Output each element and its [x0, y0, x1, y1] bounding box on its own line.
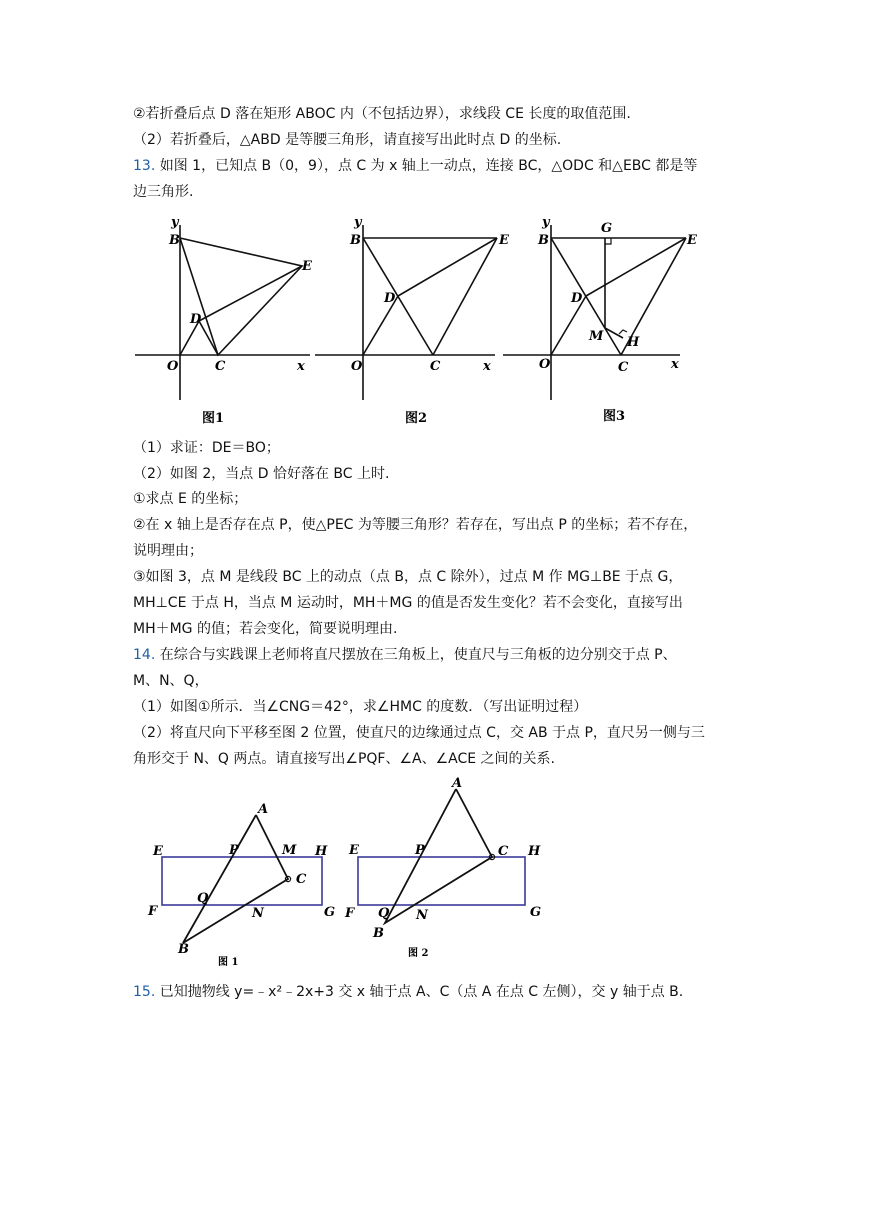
figure-14	[140, 775, 560, 970]
label-E: E	[349, 843, 359, 858]
label-D: D	[384, 291, 396, 306]
label-H: H	[528, 844, 541, 859]
question-13-cont: 边三角形.	[133, 184, 194, 200]
label-F: F	[148, 904, 158, 919]
caption-fig14-2: 图 2	[408, 948, 429, 959]
label-B: B	[169, 233, 180, 248]
label-x: x	[297, 359, 305, 374]
question-14-cont: M、N、Q，	[133, 673, 209, 689]
question-14	[133, 645, 677, 665]
question-text: 在综合与实践课上老师将直尺摆放在三角板上，使直尺与三角板的边分别交于点 P、	[159, 647, 677, 663]
question-text: 已知抛物线 y=﹣x²﹣2x+3 交 x 轴于点 A、C（点 A 在点 C 左侧），交 y 轴于点 B.	[159, 984, 684, 1000]
question-number: 15.	[133, 984, 156, 1000]
label-B: B	[178, 942, 189, 957]
caption-fig2: 图2	[405, 411, 428, 426]
label-B: B	[350, 233, 361, 248]
question-15	[133, 982, 683, 1002]
label-O: O	[539, 357, 551, 372]
text-line-t3: 角形交于 N、Q 两点。请直接写出∠PQF、∠A、∠ACE 之间的关系.	[133, 751, 555, 767]
label-N: N	[252, 906, 264, 921]
caption-fig3: 图3	[603, 409, 626, 424]
text-line-s3: ①求点 E 的坐标；	[133, 491, 248, 507]
text-line-t1: （1）如图①所示．当∠CNG＝42°，求∠HMC 的度数．（写出证明过程）	[133, 699, 588, 715]
text-line-s6: ③如图 3，点 M 是线段 BC 上的动点（点 B，点 C 除外），过点 M 作 MG⊥BE 于点 G，	[133, 569, 683, 585]
label-D: D	[190, 312, 202, 327]
label-N: N	[416, 908, 428, 923]
label-E: E	[499, 233, 509, 248]
label-P: P	[229, 843, 239, 858]
text-line-s2: （2）如图 2，当点 D 恰好落在 BC 上时.	[133, 466, 390, 482]
figure-13	[130, 210, 697, 435]
text-line-t2: （2）将直尺向下平移至图 2 位置，使直尺的边缘通过点 C，交 AB 于点 P，直尺另一侧与三	[133, 725, 705, 741]
text-line-s8: MH＋MG 的值；若会变化，简要说明理由.	[133, 621, 398, 637]
label-x: x	[671, 357, 679, 372]
label-D: D	[571, 291, 583, 306]
label-Q: Q	[197, 891, 209, 906]
label-B: B	[538, 233, 549, 248]
label-y: y	[171, 215, 179, 230]
label-M: M	[282, 843, 297, 858]
label-C: C	[618, 360, 629, 375]
text-line-s1: （1）求证：DE＝BO；	[133, 440, 280, 456]
label-y: y	[354, 215, 362, 230]
label-Q: Q	[378, 906, 390, 921]
label-E: E	[302, 259, 312, 274]
label-E: E	[687, 233, 697, 248]
text-line-s4: ②在 x 轴上是否存在点 P，使△PEC 为等腰三角形？若存在，写出点 P 的坐标；若不存在，	[133, 517, 698, 533]
caption-fig14-1: 图 1	[218, 957, 239, 968]
caption-fig1: 图1	[202, 411, 225, 426]
label-G: G	[601, 221, 613, 236]
label-H: H	[627, 335, 640, 350]
label-G: G	[530, 905, 542, 920]
text-line-1: ②若折叠后点 D 落在矩形 ABOC 内（不包括边界），求线段 CE 长度的取值范围.	[133, 106, 631, 122]
label-C: C	[430, 359, 441, 374]
question-text: 如图 1，已知点 B（0，9），点 C 为 x 轴上一动点，连接 BC，△ODC 和△EBC 都是等	[159, 158, 698, 174]
question-number: 13.	[133, 158, 156, 174]
label-O: O	[167, 359, 179, 374]
label-G: G	[324, 905, 336, 920]
question-number: 14.	[133, 647, 156, 663]
label-C: C	[215, 359, 226, 374]
label-C: C	[296, 872, 307, 887]
label-B: B	[373, 926, 384, 941]
label-E: E	[153, 844, 163, 859]
label-x: x	[483, 359, 491, 374]
label-F: F	[345, 906, 355, 921]
label-H: H	[315, 844, 328, 859]
label-O: O	[351, 359, 363, 374]
label-M: M	[589, 329, 604, 344]
label-A: A	[258, 802, 269, 817]
label-P: P	[415, 843, 425, 858]
text-line-2: （2）若折叠后，△ABD 是等腰三角形，请直接写出此时点 D 的坐标.	[133, 132, 562, 148]
label-y: y	[542, 215, 550, 230]
text-line-s5: 说明理由；	[133, 543, 203, 559]
label-C: C	[498, 844, 509, 859]
text-line-s7: MH⊥CE 于点 H，当点 M 运动时，MH＋MG 的值是否发生变化？若不会变化，直接写出	[133, 595, 683, 611]
label-A: A	[452, 776, 463, 791]
question-13	[133, 156, 697, 176]
